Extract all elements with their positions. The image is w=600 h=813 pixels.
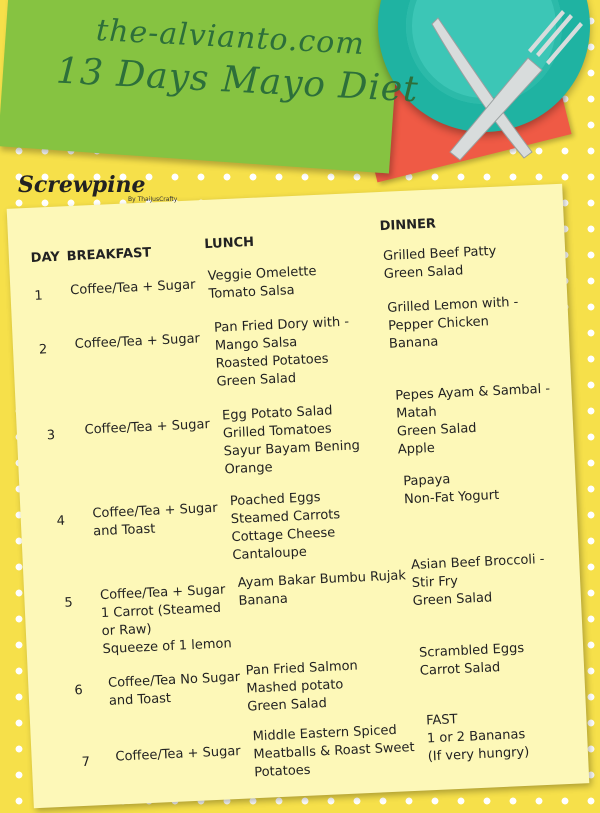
meal-item: Coffee/Tea + Sugar (69, 277, 196, 299)
dinner-cell (383, 243, 498, 284)
meal-item: Orange (224, 460, 273, 478)
lunch-cell (230, 488, 343, 565)
column-header-dinner: DINNER (379, 216, 437, 235)
meal-item: Poached Eggs (229, 490, 321, 510)
meal-item: Banana (388, 334, 439, 352)
meal-item: Grilled Tomatoes (222, 421, 332, 442)
breakfast-cell (70, 277, 196, 301)
meal-item: Coffee/Tea No Sugar (107, 669, 241, 691)
meal-item: Ayam Bakar Bumbu Rujak (237, 568, 407, 591)
dinner-cell (403, 469, 500, 509)
meal-item: Coffee/Tea + Sugar (92, 500, 218, 522)
dinner-cell (395, 381, 553, 460)
day-number: 4 (56, 513, 66, 530)
meal-item: Green Salad (383, 263, 464, 282)
meal-item: Grilled Lemon with - (387, 294, 519, 316)
meal-item: Pepes Ayam & Sambal - (395, 381, 551, 404)
dinner-cell (411, 551, 547, 611)
meal-item: Coffee/Tea + Sugar (99, 582, 226, 604)
day-number: 3 (46, 428, 56, 444)
dinner-cell (426, 708, 530, 767)
column-header-breakfast: BREAKFAST (66, 245, 152, 265)
meal-item: (If very hungry) (427, 744, 530, 765)
meal-item: Cantaloupe (232, 544, 308, 564)
meal-item: Mango Salsa (214, 334, 298, 354)
meal-item: Pan Fried Dory with - (213, 314, 350, 336)
lunch-cell (214, 314, 352, 392)
day-number: 1 (34, 288, 44, 304)
meal-item: Asian Beef Broccoli - (410, 551, 545, 574)
day-number: 6 (74, 683, 84, 699)
lunch-cell (207, 263, 317, 304)
meal-item: Banana (238, 591, 289, 609)
meal-item: Stir Fry (411, 573, 459, 592)
meal-item: Matah (395, 404, 437, 422)
meal-item: Egg Potato Salad (221, 403, 333, 424)
meal-item: Tomato Salsa (208, 283, 295, 302)
meal-item: Steamed Carrots (230, 507, 341, 528)
meal-item: FAST (425, 712, 458, 729)
day-number: 5 (64, 595, 74, 611)
meal-item: and Toast (92, 521, 156, 540)
meal-item: Mashed potato (246, 677, 344, 697)
breakfast-cell (108, 669, 242, 711)
day-number: 2 (38, 342, 48, 358)
breakfast-cell (100, 581, 232, 659)
day-number: 7 (81, 754, 91, 771)
column-header-lunch: LUNCH (203, 234, 255, 253)
meal-item: 1 or 2 Bananas (426, 727, 526, 747)
column-header-day: DAY (30, 249, 61, 266)
meal-item: Apple (397, 440, 436, 458)
meal-item: Green Salad (216, 371, 297, 390)
lunch-cell (252, 721, 416, 782)
lunch-cell (222, 401, 361, 479)
meal-item: Green Salad (412, 590, 493, 609)
meal-item: 1 Carrot (Steamed (100, 600, 222, 622)
meal-item: Middle Eastern Spiced (252, 722, 398, 745)
breakfast-cell (92, 500, 219, 542)
meal-item: Coffee/Tea + Sugar (84, 417, 211, 438)
lunch-cell (237, 567, 407, 611)
meal-item: Roasted Potatoes (215, 351, 329, 372)
meal-item: and Toast (108, 691, 172, 709)
meal-item: Grilled Beef Patty (382, 243, 497, 264)
meal-item: Sayur Bayam Bening (223, 438, 361, 460)
meal-item: Green Salad (247, 696, 328, 715)
meal-item: Scrambled Eggs (418, 640, 525, 661)
meal-item: Cottage Cheese (231, 525, 336, 546)
meal-item: Green Salad (396, 420, 477, 440)
brand-logo: Screwpine (18, 172, 146, 198)
meal-item: Non-Fat Yogurt (403, 487, 500, 508)
meal-item: Pan Fried Salmon (245, 658, 359, 679)
meal-item: Meatballs & Roast Sweet (253, 740, 415, 763)
meal-item: Squeeze of 1 lemon (102, 636, 233, 658)
site-title: the-alvianto.com (95, 12, 366, 63)
lunch-cell (245, 658, 359, 717)
breakfast-cell (74, 330, 200, 354)
meal-item: or Raw) (101, 621, 152, 640)
brand-byline: By ThaiJusCrafty (128, 196, 178, 203)
breakfast-cell (115, 743, 241, 767)
dinner-cell (419, 640, 526, 681)
breakfast-cell (84, 416, 210, 440)
diet-title: 13 Days Mayo Diet (55, 50, 420, 111)
meal-item: Coffee/Tea + Sugar (74, 331, 201, 353)
meal-item: Carrot Salad (419, 660, 501, 679)
meal-item: Veggie Omelette (207, 264, 317, 284)
meal-item: Potatoes (253, 762, 311, 781)
meal-item: Papaya (402, 472, 451, 490)
meal-item: Coffee/Tea + Sugar (115, 743, 241, 765)
meal-item: Pepper Chicken (387, 314, 490, 334)
dinner-cell (387, 294, 520, 354)
